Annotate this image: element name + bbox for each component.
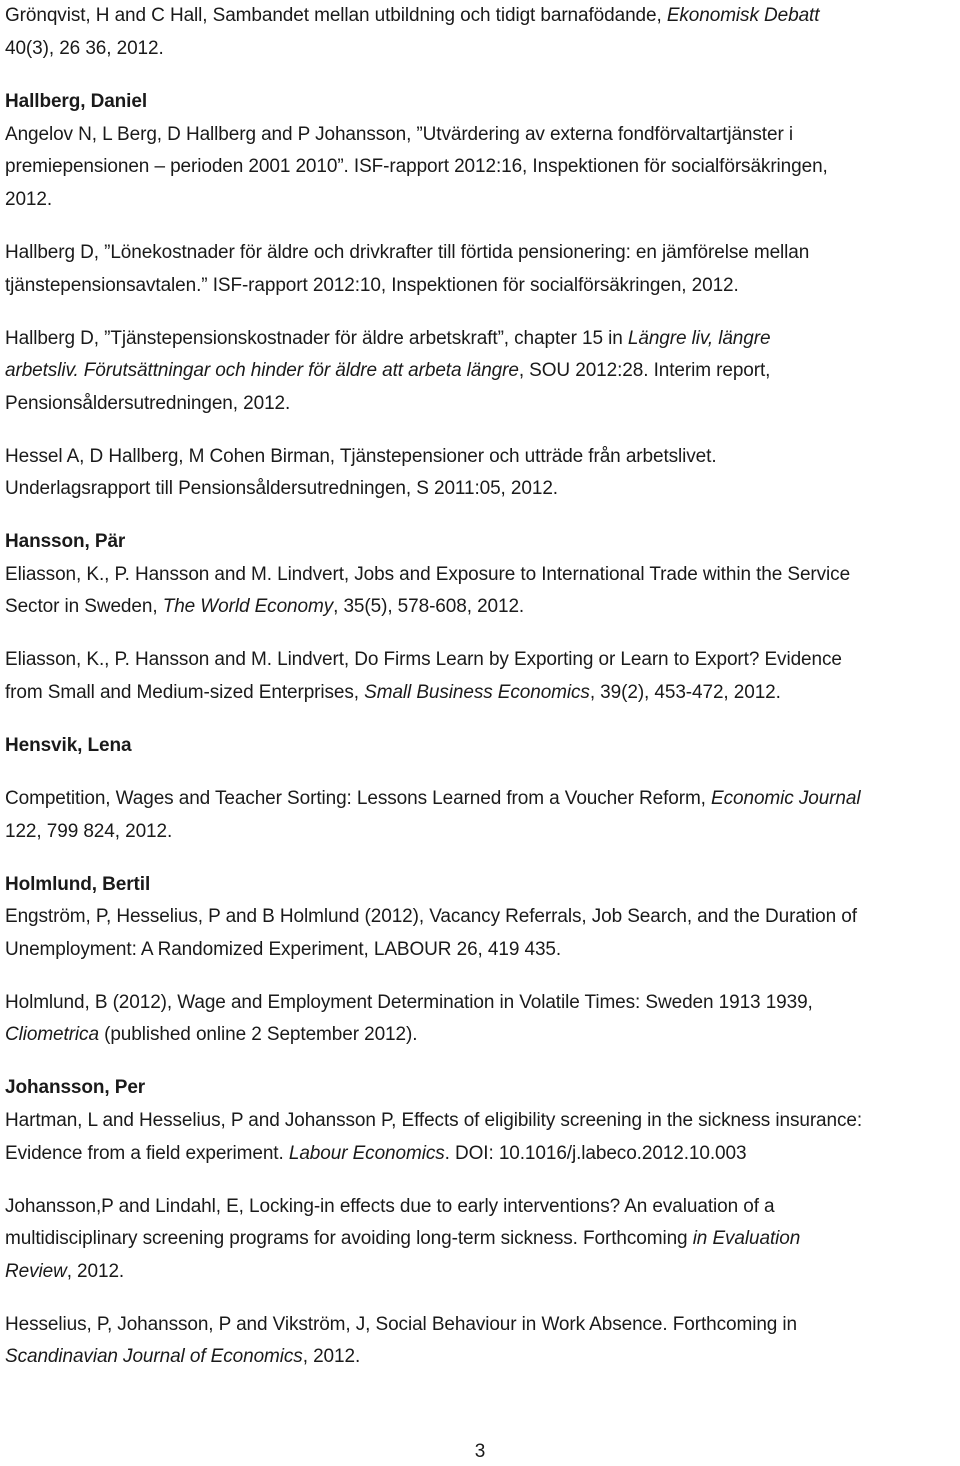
reference-entry [5,0,960,65]
journal-name: Economic Journal [711,788,861,810]
spacer [5,302,960,322]
reference-text: , 35(5), 578-608, 2012. [333,596,525,618]
book-title: Längre liv, längre [627,327,771,349]
author-heading: Hensvik, Lena [5,735,132,757]
reference-line: Holmlund, B (2012), Wage and Employment Determination in Volatile Times: Sweden 1913 1939, [5,991,813,1013]
reference-line: Unemployment: A Randomized Experiment, LABOUR 26, 419 435. [5,938,562,960]
reference-entry [5,323,960,421]
book-title: arbetsliv. Förutsättningar och hinder för äldre att arbeta längre [5,360,519,382]
reference-line [5,1341,960,1374]
reference-entry [5,237,960,302]
spacer [5,1052,960,1072]
spacer [5,65,960,86]
reference-line: Hesselius, P, Johansson, P and Vikström, J, Social Behaviour in Work Absence. Forthcoming in [5,1313,798,1335]
spacer [5,624,960,644]
reference-line: Angelov N, L Berg, D Hallberg and P Johansson, ”Utvärdering av externa fondförvaltartjänster i [5,123,793,145]
reference-text: Hallberg D, ”Tjänstepensionskostnader för äldre arbetskraft”, chapter 15 in [5,327,628,349]
reference-line [5,677,960,710]
reference-entry [5,783,960,848]
reference-text: Grönqvist, H and C Hall, Sambandet mellan utbildning och tidigt barnafödande, [5,5,667,26]
reference-entry [5,1105,960,1170]
reference-entry [5,644,960,709]
reference-text: , 2012. [66,1260,125,1282]
reference-text: Competition, Wages and Teacher Sorting: Lessons Learned from a Voucher Reform, [5,788,712,810]
spacer [5,1288,960,1308]
reference-text: from Small and Medium-sized Enterprises, [5,682,365,704]
reference-line: Eliasson, K., P. Hansson and M. Lindvert, Do Firms Learn by Exporting or Learn to Export? Evidence [5,649,842,671]
reference-line [5,1223,960,1256]
reference-line: Johansson,P and Lindahl, E, Locking-in effects due to early interventions? An evaluation of a [5,1195,775,1217]
reference-text: multidisciplinary screening programs for avoiding long-term sickness. Forthcoming [5,1228,693,1250]
journal-name: Review [5,1260,67,1282]
reference-entry [5,119,960,217]
reference-line [5,1256,960,1289]
reference-entry [5,1191,960,1289]
journal-name: Labour Economics [288,1142,445,1164]
reference-entry [5,901,960,966]
author-heading: Hansson, Pär [5,531,126,553]
spacer [5,710,960,730]
reference-text: Evidence from a field experiment. [5,1142,289,1164]
spacer [5,848,960,868]
reference-text: , 39(2), 453-472, 2012. [589,682,781,704]
reference-line [5,1019,960,1052]
journal-name: in Evaluation [692,1228,801,1250]
reference-line: 122, 799 824, 2012. [5,820,173,842]
reference-text: , 2012. [302,1346,361,1368]
reference-line [5,1138,960,1171]
author-heading: Johansson, Per [5,1077,146,1099]
reference-text: (published online 2 September 2012). [98,1024,418,1046]
reference-list [5,0,960,1374]
reference-line: Hartman, L and Hesselius, P and Johansson P, Effects of eligibility screening in the sickness insurance: [5,1109,863,1131]
page-number: 3 [474,1441,486,1462]
reference-entry [5,559,960,624]
spacer [5,420,960,440]
reference-line [5,0,960,33]
reference-entry [5,987,960,1052]
journal-name: The World Economy [162,596,334,618]
journal-name: Small Business Economics [364,682,590,704]
reference-line: Engström, P, Hesselius, P and B Holmlund (2012), Vacancy Referrals, Job Search, and the Duration of [5,906,857,928]
journal-name: Scandinavian Journal of Economics [5,1346,303,1368]
journal-name: Ekonomisk Debatt [666,5,820,26]
reference-line: Underlagsrapport till Pensionsåldersutredningen, S 2011:05, 2012. [5,478,558,500]
reference-line [5,323,960,356]
reference-line: Hallberg D, ”Lönekostnader för äldre och drivkrafter till förtida pensionering: en jämförelse mellan [5,241,810,263]
reference-line: Pensionsåldersutredningen, 2012. [5,392,291,414]
spacer [5,1170,960,1190]
spacer [5,966,960,986]
spacer [5,217,960,237]
journal-name: Cliometrica [5,1024,99,1046]
author-heading: Holmlund, Bertil [5,873,151,895]
reference-line: 40(3), 26 36, 2012. [5,37,164,59]
reference-text: Sector in Sweden, [5,596,163,618]
reference-entry [5,1309,960,1374]
reference-line [5,355,960,388]
reference-line: Eliasson, K., P. Hansson and M. Lindvert, Jobs and Exposure to International Trade within the Service [5,563,851,585]
reference-line [5,783,960,816]
reference-line: 2012. [5,188,53,210]
reference-entry [5,441,960,506]
author-heading: Hallberg, Daniel [5,91,147,113]
reference-line: tjänstepensionsavtalen.” ISF-rapport 2012:10, Inspektionen för socialförsäkringen, 2012. [5,274,739,296]
spacer [5,763,960,783]
spacer [5,506,960,526]
reference-line: Hessel A, D Hallberg, M Cohen Birman, Tjänstepensioner och utträde från arbetslivet. [5,445,717,467]
reference-line [5,591,960,624]
reference-text: , SOU 2012:28. Interim report, [518,360,771,382]
reference-line: premiepensionen – perioden 2001 2010”. ISF-rapport 2012:16, Inspektionen för socialförsäkringen, [5,156,828,178]
reference-text: . DOI: 10.1016/j.labeco.2012.10.003 [444,1142,747,1164]
